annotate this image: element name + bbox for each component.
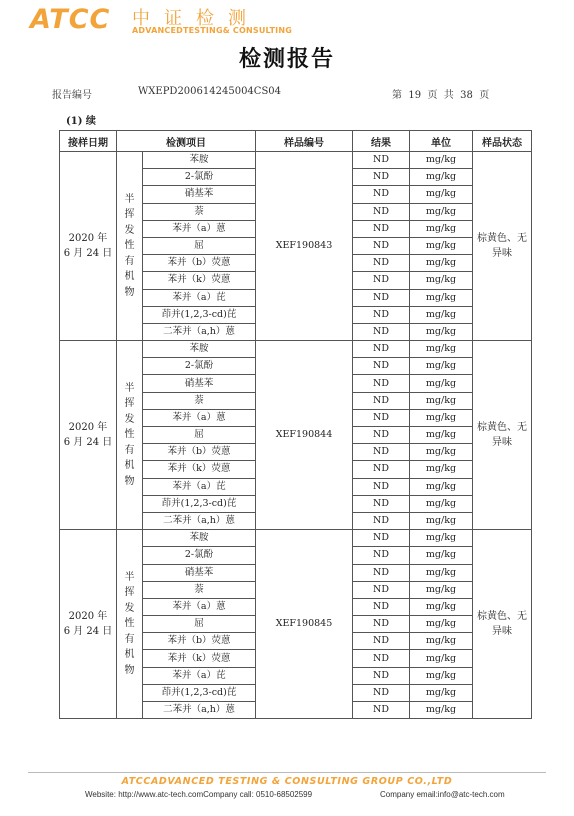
result-cell: ND	[353, 444, 410, 461]
test-item-cell: 茚并(1,2,3-cd)芘	[143, 306, 256, 323]
table-row	[60, 152, 532, 169]
sample-no-cell: XEF190844	[256, 341, 353, 530]
unit-cell: mg/kg	[410, 461, 473, 478]
test-item-cell: 苯并（a）芘	[143, 478, 256, 495]
result-cell: ND	[353, 702, 410, 719]
result-cell: ND	[353, 169, 410, 186]
unit-cell: mg/kg	[410, 152, 473, 169]
unit-cell: mg/kg	[410, 220, 473, 237]
result-cell: ND	[353, 547, 410, 564]
test-item-cell: 苯胺	[143, 152, 256, 169]
unit-cell: mg/kg	[410, 289, 473, 306]
footer-brand: ATCCADVANCED TESTING & CONSULTING GROUP CO.,LTD	[121, 776, 453, 787]
test-item-cell: 茚并(1,2,3-cd)芘	[143, 684, 256, 701]
result-cell: ND	[353, 255, 410, 272]
result-cell: ND	[353, 598, 410, 615]
unit-cell: mg/kg	[410, 255, 473, 272]
test-item-cell: 苯并（a）蒽	[143, 220, 256, 237]
unit-cell: mg/kg	[410, 203, 473, 220]
result-cell: ND	[353, 409, 410, 426]
result-cell: ND	[353, 237, 410, 254]
unit-cell: mg/kg	[410, 684, 473, 701]
unit-cell: mg/kg	[410, 444, 473, 461]
test-item-cell: 二苯并（a,h）蒽	[143, 702, 256, 719]
result-cell: ND	[353, 495, 410, 512]
result-cell: ND	[353, 392, 410, 409]
unit-cell: mg/kg	[410, 495, 473, 512]
test-item-cell: 屈	[143, 237, 256, 254]
result-cell: ND	[353, 581, 410, 598]
unit-cell: mg/kg	[410, 547, 473, 564]
unit-cell: mg/kg	[410, 667, 473, 684]
sample-no-cell: XEF190845	[256, 530, 353, 719]
category-cell: 半 挥 发 性 有 机 物	[117, 152, 143, 341]
unit-cell: mg/kg	[410, 650, 473, 667]
test-item-cell: 苯并（a）芘	[143, 667, 256, 684]
logo-chinese-name: 中证检测	[132, 8, 260, 29]
test-item-cell: 萘	[143, 581, 256, 598]
report-number-label: 报告编号	[52, 90, 92, 101]
sample-state-cell: 棕黄色、无异味	[473, 530, 532, 719]
header-unit: 单位	[410, 131, 473, 152]
unit-cell: mg/kg	[410, 392, 473, 409]
unit-cell: mg/kg	[410, 186, 473, 203]
unit-cell: mg/kg	[410, 633, 473, 650]
test-item-cell: 苯并（k）荧蒽	[143, 650, 256, 667]
category-cell: 半 挥 发 性 有 机 物	[117, 530, 143, 719]
sample-state-cell: 棕黄色、无异味	[473, 152, 532, 341]
result-cell: ND	[353, 358, 410, 375]
section-label: (1) 续	[66, 116, 96, 127]
test-item-cell: 屈	[143, 616, 256, 633]
unit-cell: mg/kg	[410, 512, 473, 529]
test-item-cell: 苯并（b）荧蒽	[143, 633, 256, 650]
footer-email: Company email:info@atc-tech.com	[380, 790, 505, 799]
result-cell: ND	[353, 341, 410, 358]
result-cell: ND	[353, 667, 410, 684]
test-item-cell: 屈	[143, 427, 256, 444]
result-cell: ND	[353, 564, 410, 581]
unit-cell: mg/kg	[410, 598, 473, 615]
table-header-row	[60, 131, 532, 152]
page-title: 检测报告	[238, 46, 335, 72]
header-sample-no: 样品编号	[256, 131, 353, 152]
logo-brand: ATCC	[30, 4, 111, 35]
company-logo	[30, 4, 330, 38]
test-item-cell: 茚并(1,2,3-cd)芘	[143, 495, 256, 512]
logo-english-name: ADVANCEDTESTING& CONSULTING	[132, 26, 292, 35]
test-item-cell: 苯并（k）荧蒽	[143, 272, 256, 289]
result-cell: ND	[353, 427, 410, 444]
test-item-cell: 苯并（k）荧蒽	[143, 461, 256, 478]
header-result: 结果	[353, 131, 410, 152]
test-item-cell: 萘	[143, 392, 256, 409]
test-item-cell: 苯并（b）荧蒽	[143, 444, 256, 461]
unit-cell: mg/kg	[410, 616, 473, 633]
receive-date-cell: 2020 年 6 月 24 日	[60, 530, 117, 719]
test-item-cell: 硝基苯	[143, 564, 256, 581]
unit-cell: mg/kg	[410, 341, 473, 358]
result-cell: ND	[353, 186, 410, 203]
test-item-cell: 2-氯酚	[143, 547, 256, 564]
test-item-cell: 苯并（a）芘	[143, 289, 256, 306]
test-item-cell: 苯并（b）荧蒽	[143, 255, 256, 272]
unit-cell: mg/kg	[410, 358, 473, 375]
unit-cell: mg/kg	[410, 272, 473, 289]
unit-cell: mg/kg	[410, 237, 473, 254]
test-item-cell: 苯并（a）蒽	[143, 409, 256, 426]
result-cell: ND	[353, 650, 410, 667]
result-cell: ND	[353, 272, 410, 289]
results-table	[59, 130, 532, 719]
sample-state-cell: 棕黄色、无异味	[473, 341, 532, 530]
test-item-cell: 二苯并（a,h）蒽	[143, 323, 256, 340]
unit-cell: mg/kg	[410, 564, 473, 581]
test-item-cell: 苯并（a）蒽	[143, 598, 256, 615]
table-row	[60, 530, 532, 547]
test-item-cell: 苯胺	[143, 530, 256, 547]
report-number: WXEPD200614245004CS04	[138, 86, 282, 97]
header-test-item: 检测项目	[117, 131, 256, 152]
result-cell: ND	[353, 633, 410, 650]
footer-divider	[28, 772, 546, 773]
result-cell: ND	[353, 203, 410, 220]
unit-cell: mg/kg	[410, 375, 473, 392]
unit-cell: mg/kg	[410, 427, 473, 444]
receive-date-cell: 2020 年 6 月 24 日	[60, 152, 117, 341]
result-cell: ND	[353, 152, 410, 169]
unit-cell: mg/kg	[410, 409, 473, 426]
unit-cell: mg/kg	[410, 169, 473, 186]
result-cell: ND	[353, 616, 410, 633]
result-cell: ND	[353, 461, 410, 478]
header-receive-date: 接样日期	[60, 131, 117, 152]
result-cell: ND	[353, 530, 410, 547]
result-cell: ND	[353, 220, 410, 237]
unit-cell: mg/kg	[410, 581, 473, 598]
unit-cell: mg/kg	[410, 306, 473, 323]
result-cell: ND	[353, 684, 410, 701]
test-item-cell: 萘	[143, 203, 256, 220]
unit-cell: mg/kg	[410, 530, 473, 547]
footer-website-phone: Website: http://www.atc-tech.comCompany call: 0510-68502599	[85, 790, 313, 799]
result-cell: ND	[353, 512, 410, 529]
test-item-cell: 硝基苯	[143, 186, 256, 203]
result-cell: ND	[353, 478, 410, 495]
test-item-cell: 二苯并（a,h）蒽	[143, 512, 256, 529]
sample-no-cell: XEF190843	[256, 152, 353, 341]
header-sample-state: 样品状态	[473, 131, 532, 152]
result-cell: ND	[353, 289, 410, 306]
test-item-cell: 硝基苯	[143, 375, 256, 392]
result-cell: ND	[353, 323, 410, 340]
page-indicator: 第 19 页 共 38 页	[392, 90, 490, 101]
test-item-cell: 2-氯酚	[143, 358, 256, 375]
result-cell: ND	[353, 375, 410, 392]
test-item-cell: 苯胺	[143, 341, 256, 358]
unit-cell: mg/kg	[410, 478, 473, 495]
unit-cell: mg/kg	[410, 323, 473, 340]
receive-date-cell: 2020 年 6 月 24 日	[60, 341, 117, 530]
table-row	[60, 341, 532, 358]
category-cell: 半 挥 发 性 有 机 物	[117, 341, 143, 530]
test-item-cell: 2-氯酚	[143, 169, 256, 186]
unit-cell: mg/kg	[410, 702, 473, 719]
result-cell: ND	[353, 306, 410, 323]
